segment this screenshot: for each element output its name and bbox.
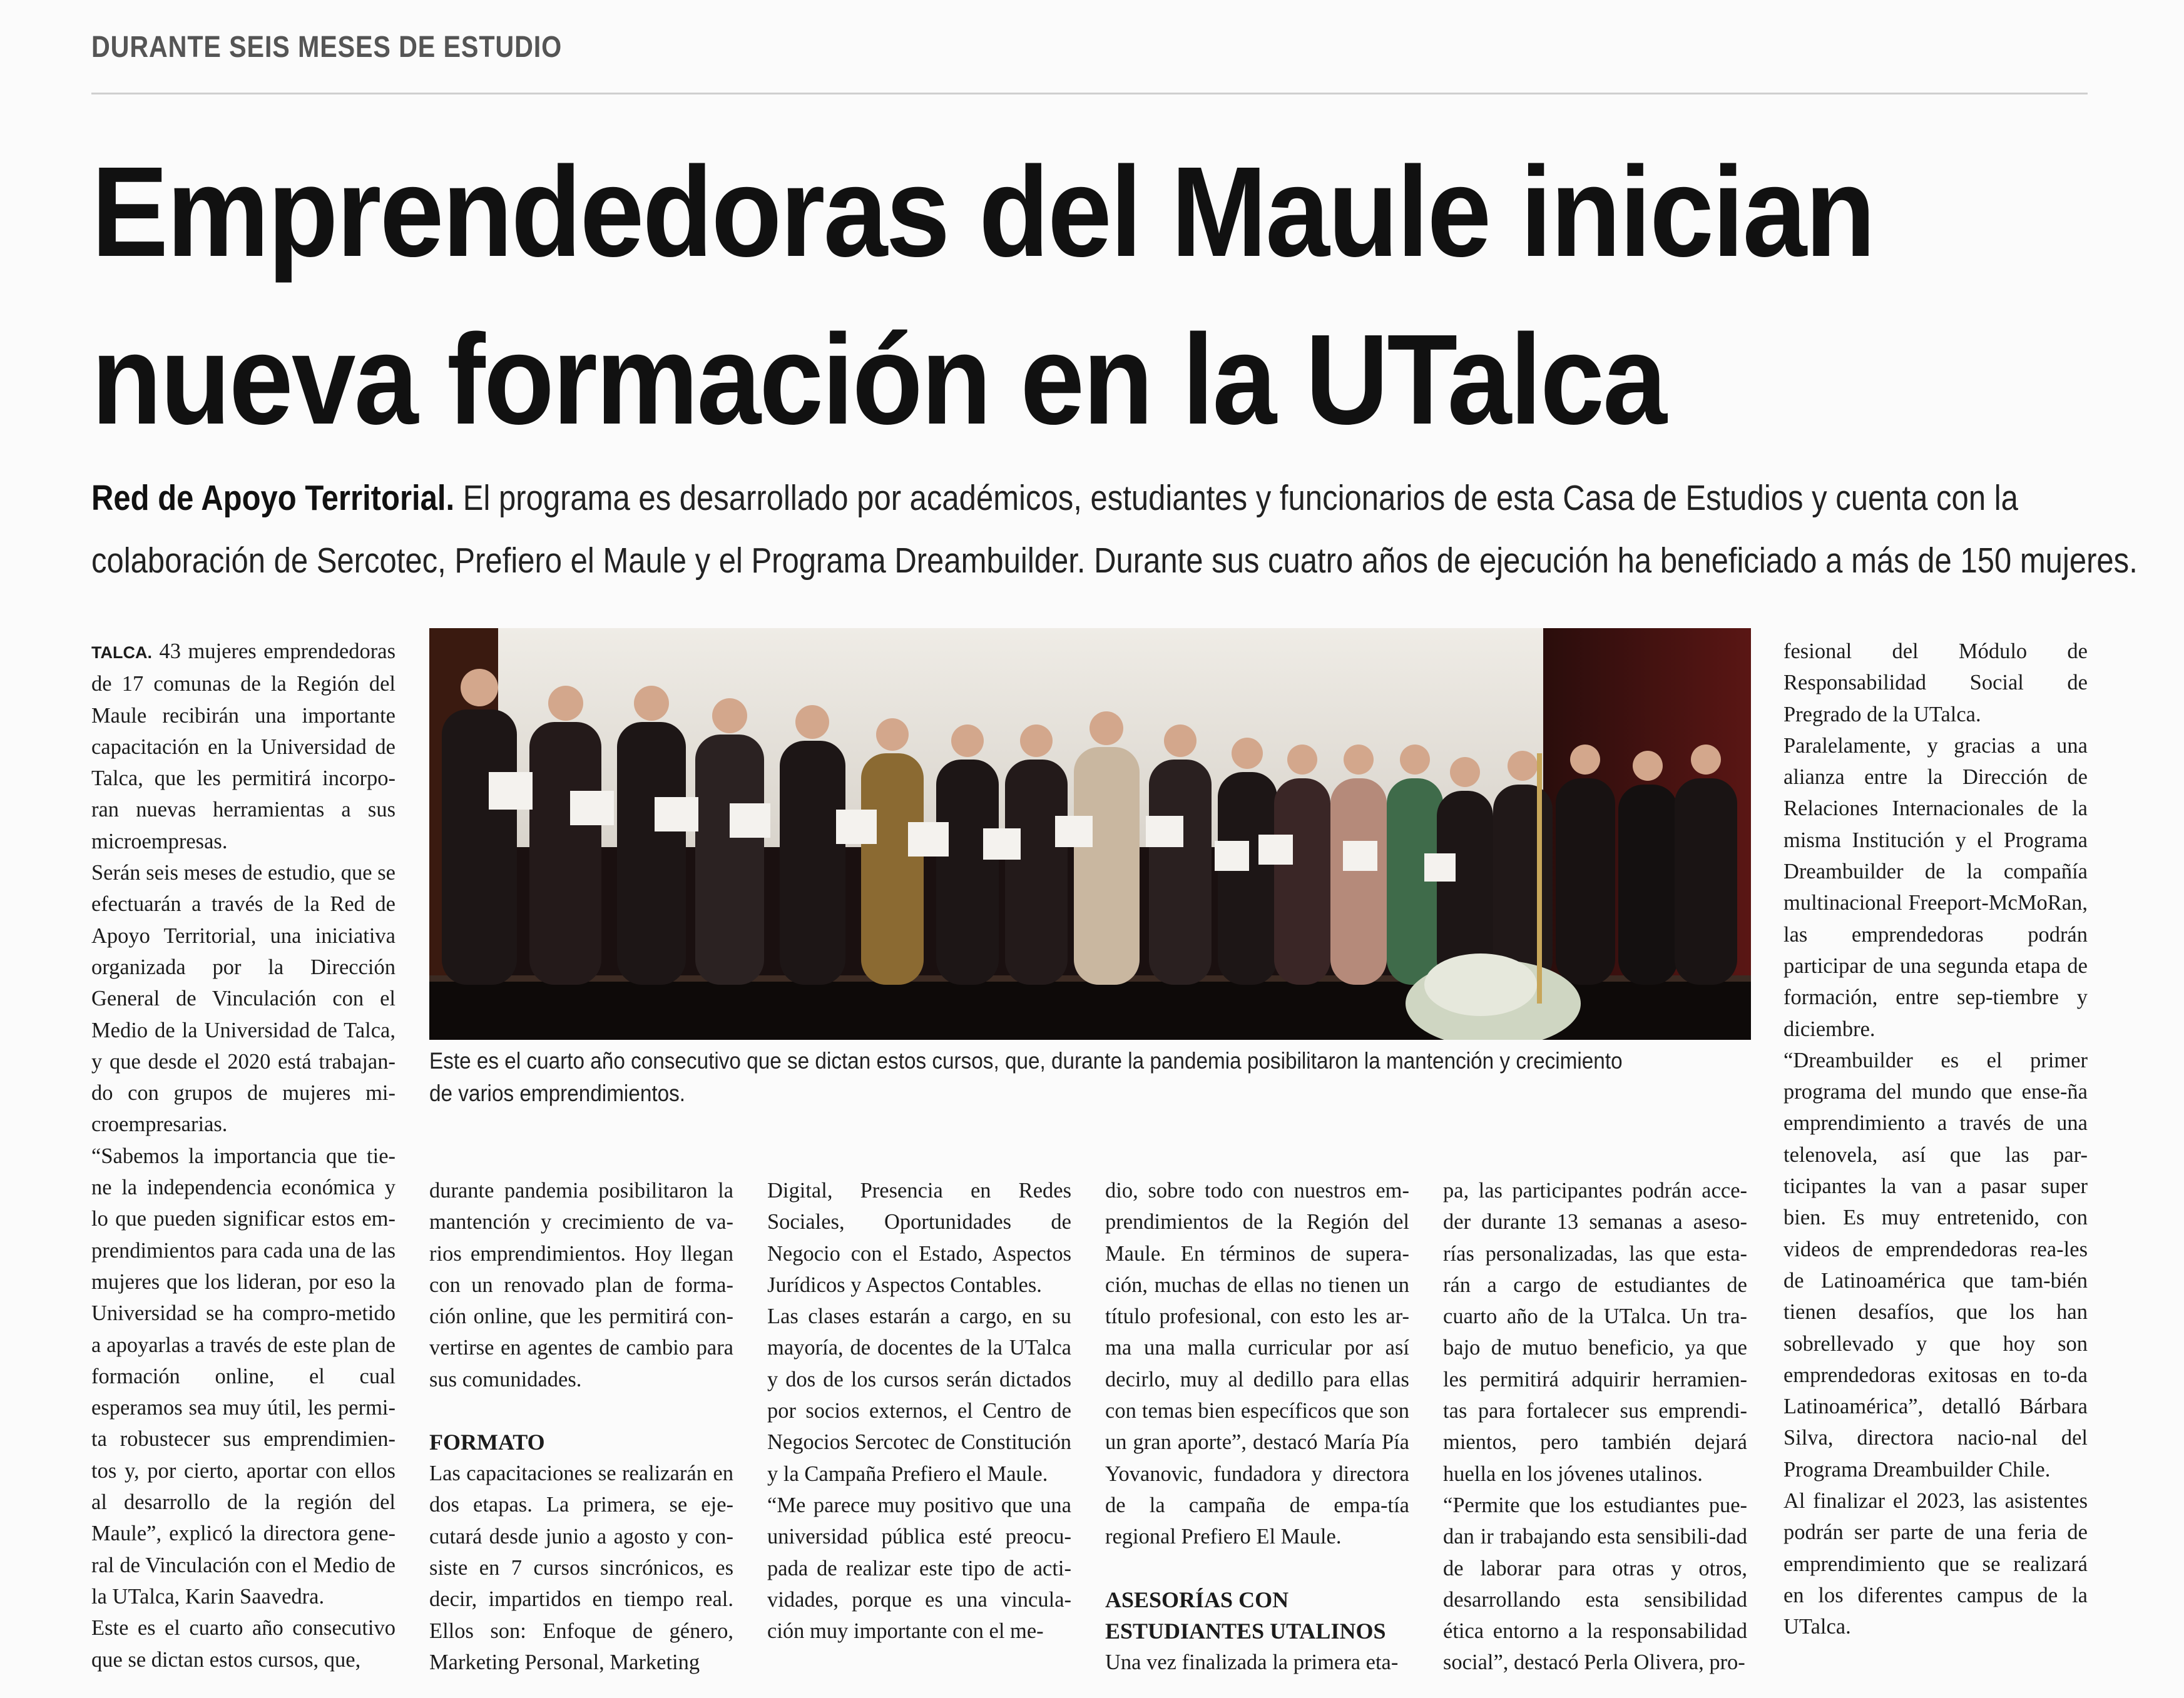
headline-line-2: nueva formación en la UTalca (91, 308, 1666, 451)
deck-line-1 (91, 467, 2029, 529)
header-rule (91, 93, 2088, 94)
column-1 (91, 636, 395, 1675)
event-photo (429, 628, 1751, 1040)
dateline: TALCA. (91, 643, 152, 662)
col3-paragraph-1: Digital, Presencia en Redes Sociales, Oportunidades de Negocio con el Estado, Aspectos Jurídicos y Aspectos Contables. (767, 1179, 1071, 1297)
col2-paragraph-1: durante pandemia posibilitaron la mantención y crecimiento de va-rios emprendimientos. Hoy llegan con un renovado plan de forma-ción online, que les permitirá con-vertirse en agentes de cambio para sus comunidades. (429, 1179, 733, 1391)
col5-paragraph-1: pa, las participantes podrán acce-der durante 13 semanas a aseso-rías personalizadas, las que esta-rán a cargo de estudiantes de cuarto año de la UTalca. Un tra-bajo de mutuo beneficio, ya que les permitirá adquirir herramien-tas para fortalecer sus emprendi-mientos, pero también dejará huella en los jóvenes utalinos. (1443, 1179, 1747, 1486)
col1-text-1: 43 mujeres emprendedoras de 17 comunas de la Región del Maule recibirán una importante capacitación en la Universidad de Talca, que les permitirá incorpo-ran nuevas herramientas a sus microempresas. (91, 639, 395, 853)
col6-paragraph-4: Al finalizar el 2023, las asistentes podrán ser parte de una feria de emprendimiento que se realizará en los diferentes campus de la UTalca. (1783, 1489, 2088, 1639)
column-6 (1783, 636, 2088, 1643)
col1-paragraph-4: Este es el cuarto año consecutivo que se dictan estos cursos, que, (91, 1616, 395, 1672)
col6-paragraph-2: Paralelamente, y gracias a una alianza entre la Dirección de Relaciones Internacionales de la misma Institución y el Programa Dreambuilder de la compañía multinacional Freeport-McMoRan, las emprendedoras podrán participar de una segunda etapa de formación, entre sep-tiembre y diciembre. (1783, 733, 2088, 1041)
col3-paragraph-2: Las clases estarán a cargo, en su mayoría, de docentes de la UTalca y dos de los cursos serán dictados por socios externos, el Centro de Negocios Sercotec de Constitución y la Campaña Prefiero el Maule. (767, 1304, 1071, 1486)
column-3 (767, 1175, 1071, 1647)
col4-spacer (1105, 1553, 1409, 1584)
deck (91, 467, 2138, 592)
headline-line-1: Emprendedoras del Maule inician (91, 140, 1874, 283)
column-2 (429, 1175, 733, 1678)
column-4 (1105, 1175, 1409, 1678)
col3-paragraph-3: “Me parece muy positivo que una universidad pública esté preocu-pada de realizar este tipo de acti-vidades, porque es una vincula-ción muy importante con el me- (767, 1493, 1071, 1644)
photo-caption: Este es el cuarto año consecutivo que se dictan estos cursos, que, durante la pandemia posibilitaron la mantención y crecimiento de varios emprendimientos. (429, 1048, 1623, 1106)
col6-paragraph-1: fesional del Módulo de Responsabilidad Social de Pregrado de la UTalca. (1783, 639, 2088, 726)
deck-lead: Red de Apoyo Territorial. (91, 478, 455, 518)
col2-subhead: FORMATO (429, 1430, 545, 1455)
headline (91, 128, 2063, 464)
col4-paragraph-1: dio, sobre todo con nuestros em-prendimientos de la Región del Maule. En términos de supera-ción, muchas de ellas no tienen un título profesional, con esto les ar-ma una malla curricular por así decirlo, muy al dedillo para ellas con temas bien específicos que son un gran aporte”, destacó María Pía Yovanovic, fundadora y directora de la campaña de empa-tía regional Prefiero El Maule. (1105, 1179, 1409, 1549)
col2-spacer (429, 1395, 733, 1426)
col1-paragraph-2: Serán seis meses de estudio, que se efectuarán a través de la Red de Apoyo Territorial, una iniciativa organizada por la Dirección General de Vinculación con el Medio de la Universidad de Talca, y que desde el 2020 está trabajan-do con grupos de mujeres mi-croempresarias. (91, 861, 395, 1137)
col2-paragraph-2: Las capacitaciones se realizarán en dos etapas. La primera, se eje-cutará desde junio a agosto y con-siste en 7 cursos sincrónicos, es decir, impartidos en tiempo real. Ellos son: Enfoque de género, Marketing Personal, Marketing (429, 1462, 733, 1674)
col4-subhead: ASESORÍAS CON ESTUDIANTES UTALINOS (1105, 1587, 1386, 1644)
deck-text-1: El programa es desarrollado por académicos, estudiantes y funcionarios de esta Casa de Estudios y cuenta con la (454, 478, 2018, 518)
column-5 (1443, 1175, 1747, 1679)
col6-paragraph-3: “Dreambuilder es el primer programa del mundo que ense-ña emprendimiento a través de una telenovela, así que las par-ticipantes la van a pasar super bien. Es muy entretenido, con videos de emprendedoras rea-les de Latinoamérica que tam-bién tienen desafíos, que los han sobrellevado y que hoy son emprendedoras exitosas en to-da Latinoamérica”, detalló Bárbara Silva, directora nacio-nal del Programa Dreambuilder Chile. (1783, 1048, 2088, 1482)
col1-paragraph-3: “Sabemos la importancia que tie-ne la independencia económica y lo que pueden significar estos em-prendimientos para cada una de las mujeres que los lideran, por eso la Universidad se ha compro-metido a apoyarlas a través de este plan de formación online, el cual esperamos sea muy útil, les permi-ta robustecer sus emprendimien-tos y, por cierto, aportar con ellos al desarrollo de la región del Maule”, explicó la directora gene-ral de Vinculación con el Medio de la UTalca, Karin Saavedra. (91, 1144, 395, 1609)
kicker: DURANTE SEIS MESES DE ESTUDIO (91, 31, 563, 64)
col5-paragraph-2: “Permite que los estudiantes pue-dan ir trabajando esta sensibili-dad de laborar para otras y otros, desarrollando esta sensibilidad ética entorno a la responsabilidad social”, destacó Perla Olivera, pro- (1443, 1493, 1747, 1675)
col4-paragraph-2: Una vez finalizada la primera eta- (1105, 1650, 1399, 1674)
deck-line-2: colaboración de Sercotec, Prefiero el Maule y el Programa Dreambuilder. Durante sus cuatro años de ejecución ha beneficiado a más de 150 mujeres. (91, 541, 2138, 581)
col1-paragraph-1 (91, 636, 395, 857)
